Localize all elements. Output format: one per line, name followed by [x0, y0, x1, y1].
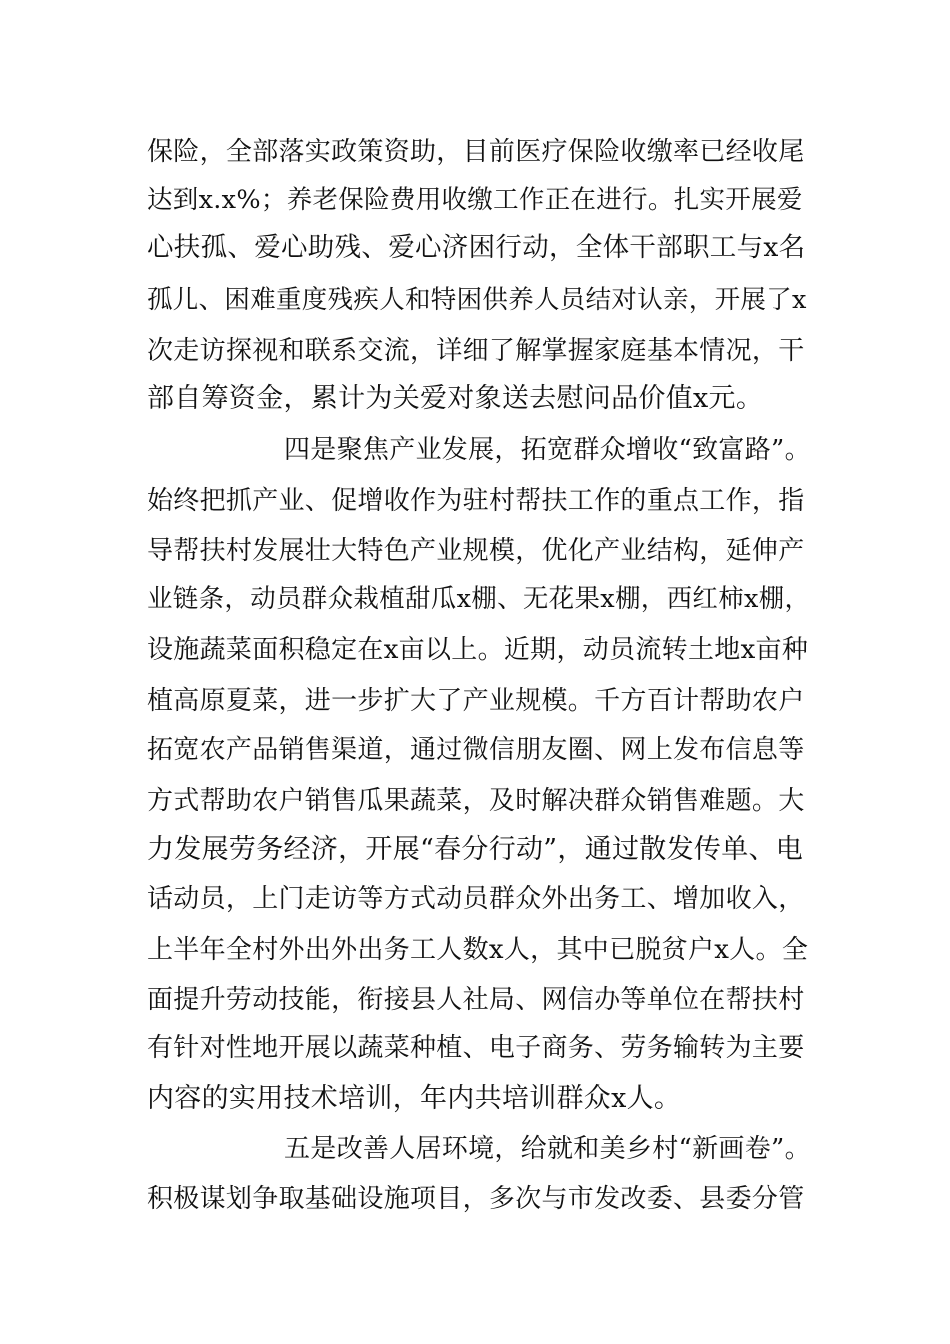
text-line: 有针对性地开展以蔬菜种植、电子商务、劳务输转为主要: [147, 1033, 805, 1063]
text-line: 孤儿、困难重度残疾人和特困供养人员结对认亲，开展了x: [147, 285, 807, 315]
text-line: 植高原夏菜，进一步扩大了产业规模。千方百计帮助农户: [147, 686, 805, 716]
text-line: 达到x.x%；养老保险费用收缴工作正在进行。扎实开展爱: [147, 185, 803, 215]
text-line: 话动员，上门走访等方式动员群众外出务工、增加收入，: [147, 884, 805, 914]
text-line: 始终把抓产业、促增收作为驻村帮扶工作的重点工作，指: [147, 486, 805, 516]
text-line: 导帮扶村发展壮大特色产业规模，优化产业结构，延伸产: [147, 536, 805, 566]
text-line: 积极谋划争取基础设施项目，多次与市发改委、县委分管: [147, 1184, 805, 1214]
text-line: 面提升劳动技能，衔接县人社局、网信办等单位在帮扶村: [147, 985, 805, 1015]
section-heading: 五是改善人居环境，给就和美乡村“新画卷”。: [284, 1134, 811, 1164]
text-line: 次走访探视和联系交流，详细了解掌握家庭基本情况，干: [147, 336, 805, 366]
text-line: 力发展劳务经济，开展“春分行动”，通过散发传单、电: [147, 834, 804, 865]
text-line: 上半年全村外出外出务工人数x人，其中已脱贫户x人。全: [147, 935, 809, 965]
text-line: 部自筹资金，累计为关爱对象送去慰问品价值x元。: [147, 383, 764, 414]
text-line: 业链条，动员群众栽植甜瓜x棚、无花果x棚，西红柿x棚，: [147, 584, 811, 614]
text-line: 心扶孤、爱心助残、爱心济困行动，全体干部职工与x名: [147, 232, 806, 263]
text-line: 保险，全部落实政策资助，目前医疗保险收缴率已经收尾: [147, 137, 805, 167]
text-line: 拓宽农产品销售渠道，通过微信朋友圈、网上发布信息等: [147, 735, 805, 765]
text-line: 设施蔬菜面积稳定在x亩以上。近期，动员流转土地x亩种: [147, 635, 809, 665]
section-heading: 四是聚焦产业发展，拓宽群众增收“致富路”。: [284, 435, 811, 465]
text-line: 内容的实用技术培训，年内共培训群众x人。: [147, 1083, 682, 1114]
text-line: 方式帮助农户销售瓜果蔬菜，及时解决群众销售难题。大: [147, 786, 805, 816]
